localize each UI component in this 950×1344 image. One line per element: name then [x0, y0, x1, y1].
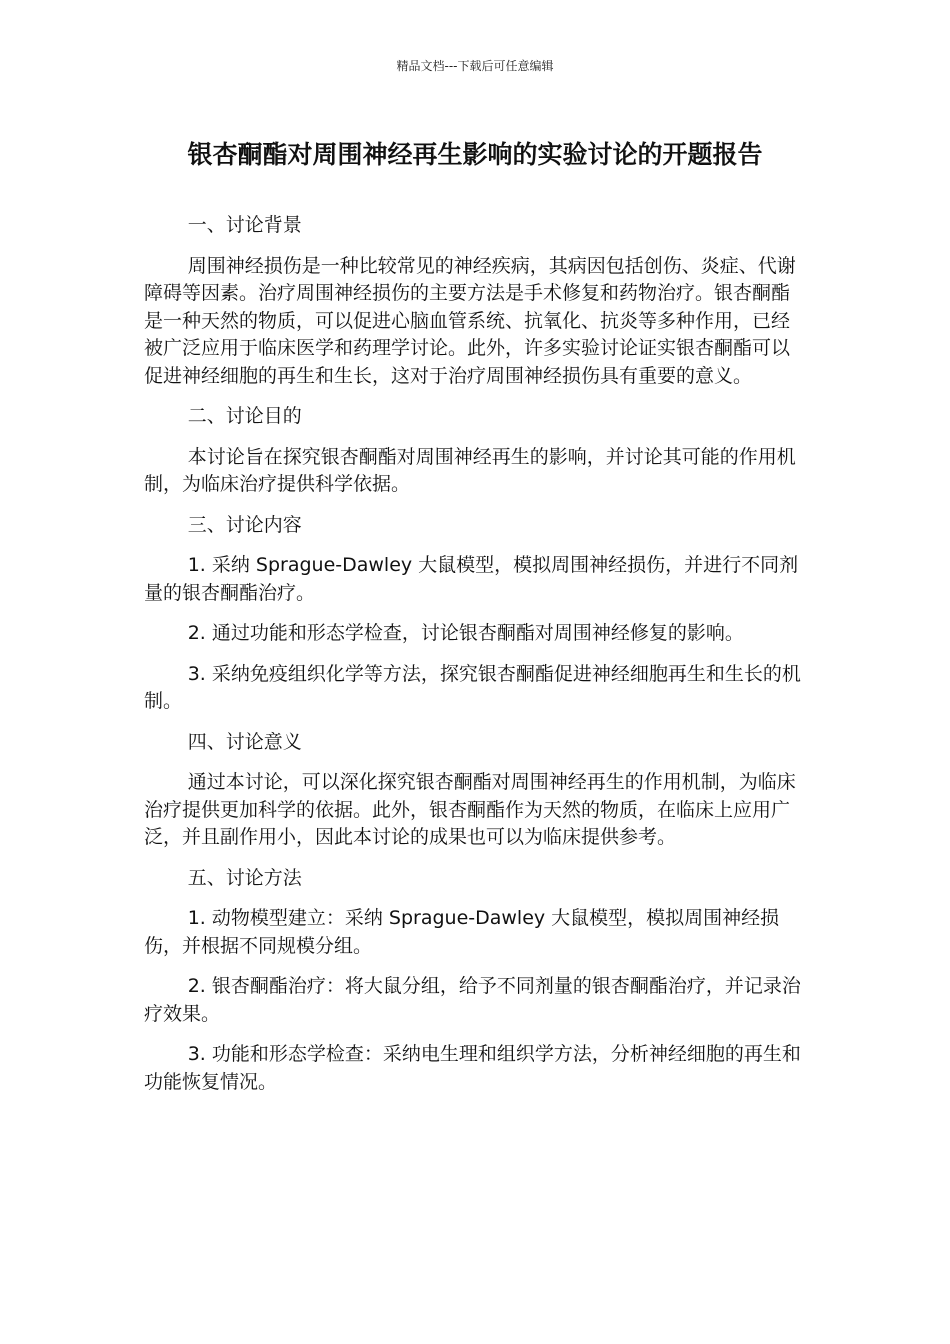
document-title: 银杏酮酯对周围神经再生影响的实验讨论的开题报告 [187, 140, 763, 169]
content-item-2: 2. 通过功能和形态学检查，讨论银杏酮酯对周围神经修复的影响。 [187, 622, 744, 644]
paragraph-purpose: 本讨论旨在探究银杏酮酯对周围神经再生的影响，并讨论其可能的作用机制，为临床治疗提供科学依据。 [144, 445, 796, 495]
content-item-3: 3. 采纳免疫组织化学等方法，探究银杏酮酯促进神经细胞再生和生长的机制。 [144, 662, 801, 712]
content-item-1: 1. 采纳 Sprague-Dawley 大鼠模型，模拟周围神经损伤，并进行不同剂量的银杏酮酯治疗。 [144, 554, 799, 604]
paragraph-significance: 通过本讨论，可以深化探究银杏酮酯对周围神经再生的作用机制，为临床治疗提供更加科学的依据。此外，银杏酮酯作为天然的物质，在临床上应用广泛，并且副作用小，因此本讨论的成果也可以为临床提供参考。 [144, 771, 796, 848]
method-item-3: 3. 功能和形态学检查：采纳电生理和组织学方法，分析神经细胞的再生和功能恢复情况。 [144, 1043, 801, 1093]
method-item-2: 2. 银杏酮酯治疗：将大鼠分组，给予不同剂量的银杏酮酯治疗，并记录治疗效果。 [144, 975, 801, 1025]
heading-background: 一、讨论背景 [187, 214, 302, 236]
heading-methods: 五、讨论方法 [187, 866, 302, 889]
document-body [144, 212, 806, 1109]
method-item-1: 1. 动物模型建立：采纳 Sprague-Dawley 大鼠模型，模拟周围神经损伤，并根据不同规模分组。 [144, 907, 780, 957]
heading-purpose: 二、讨论目的 [187, 405, 302, 427]
heading-content: 三、讨论内容 [187, 513, 302, 536]
paragraph-background: 周围神经损伤是一种比较常见的神经疾病，其病因包括创伤、炎症、代谢障碍等因素。治疗周围神经损伤的主要方法是手术修复和药物治疗。银杏酮酯是一种天然的物质，可以促进心脑血管系统、抗氧化、抗炎等多种作用，已经被广泛应用于临床医学和药理学讨论。此外，许多实验讨论证实银杏酮酯可以促进神经细胞的再生和生长，这对于治疗周围神经损伤具有重要的意义。 [144, 254, 796, 387]
page-header-note: 精品文档---下载后可任意编辑 [396, 59, 554, 73]
heading-significance: 四、讨论意义 [187, 730, 302, 753]
